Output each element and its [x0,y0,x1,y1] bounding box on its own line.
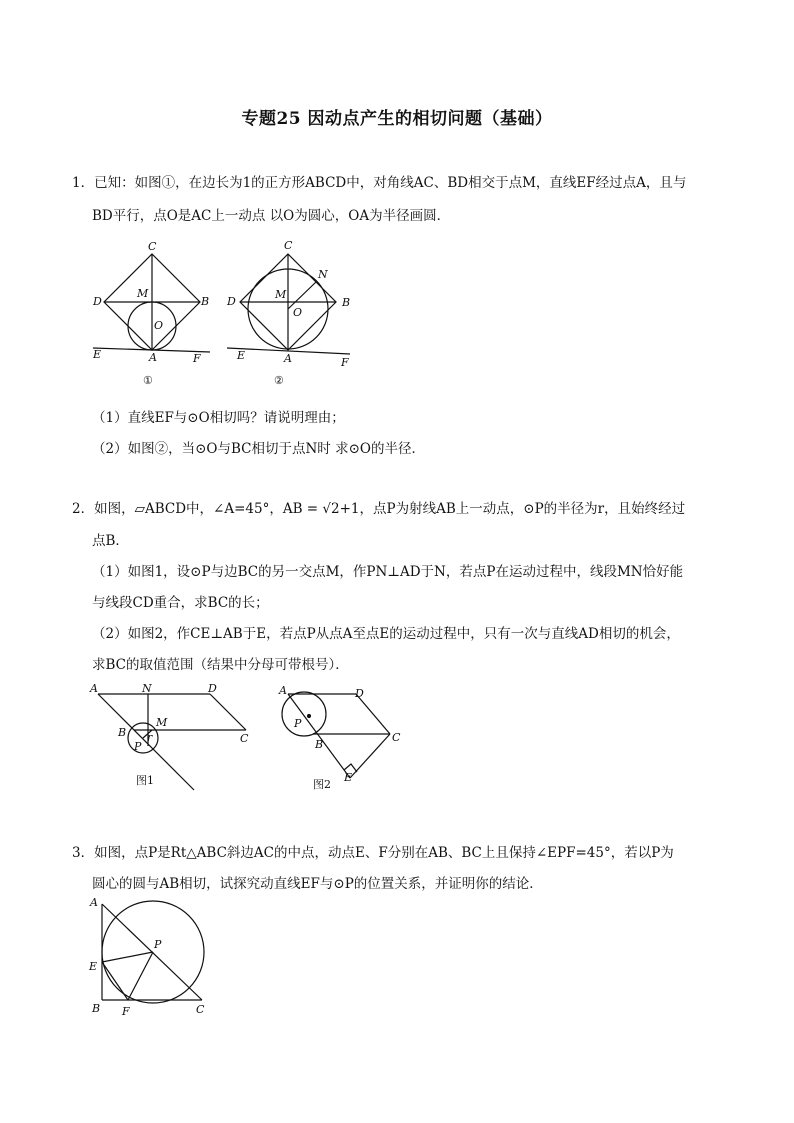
label-C: C [392,731,401,744]
label-N: N [318,268,328,281]
label-D: D [208,682,217,695]
q1-text-line2: BD平行，点O是AC上一动点 以O为圆心，OA为半径画圆． [92,208,451,224]
label-E: E [93,348,102,361]
q1-sub1: （1）直线EF与⊙O相切吗？请说明理由； [92,410,345,426]
label-F: F [193,352,201,365]
fig1-caption: ① [143,374,153,387]
label-N: N [142,682,152,695]
label-B: B [118,726,127,739]
label-A: A [90,682,98,695]
label-D: D [355,687,364,700]
label-B: B [201,295,210,308]
label-B: B [315,738,324,751]
q2-sub2-line2: 求BC的取值范围（结果中分母可带根号）． [92,657,349,673]
label-P: P [294,717,302,730]
label-r: r [147,731,153,744]
label-C: C [196,1003,205,1016]
label-P: P [154,938,162,951]
q1-text-line1: 1．已知：如图①，在边长为1的正方形ABCD中，对角线AC、BD相交于点M，直线EF经过点A，且与 [72,175,687,191]
label-C: C [284,239,293,252]
q1-figure-1 [85,236,225,396]
q2-figure-1 [86,678,266,793]
label-D: D [227,295,236,308]
label-A: A [279,684,287,697]
label-F: F [341,356,349,369]
label-D: D [93,295,102,308]
label-P: P [134,740,142,753]
q3-text-line1: 3．如图，点P是Rt△ABC斜边AC的中点，动点E、F分别在AB、BC上且保持∠EPF=45°，若以P为 [72,845,674,861]
label-M: M [137,287,149,300]
page-title: 专题25 因动点产生的相切问题（基础） [241,109,553,129]
label-F: F [122,1005,130,1018]
label-E: E [344,771,353,784]
q3-figure [86,896,216,1021]
label-B: B [342,296,351,309]
q2-sub1-line1: （1）如图1，设⊙P与边BC的另一交点M，作PN⊥AD于N，若点P在运动过程中，线段MN恰好能 [92,564,684,580]
label-M: M [275,288,287,301]
label-A: A [90,896,98,909]
label-C: C [240,732,249,745]
label-O: O [154,319,164,332]
fig2-1-caption: 图1 [136,774,154,787]
q2-text-line1: 2．如图，▱ABCD中，∠A=45°，AB = √2+1，点P为射线AB上一动点，⊙P的半径为r，且始终经过 [72,501,686,517]
fig2-caption: ② [274,374,284,387]
q1-figure-2 [222,236,362,396]
q2-figure-2 [276,678,416,793]
q3-text-line2: 圆心的圆与AB相切，试探究动直线EF与⊙P的位置关系，并证明你的结论． [92,876,543,892]
label-O: O [293,306,303,319]
label-E: E [237,349,246,362]
label-B: B [92,1002,101,1015]
q1-sub2: （2）如图②，当⊙O与BC相切于点N时 求⊙O的半径． [92,441,425,457]
q2-sub1-line2: 与线段CD重合，求BC的长； [92,595,269,611]
label-A: A [149,351,157,364]
label-C: C [148,240,157,253]
q2-text-line2: 点B． [92,533,129,549]
label-A: A [284,352,292,365]
fig2-2-caption: 图2 [313,778,331,791]
label-E: E [89,960,98,973]
q2-sub2-line1: （2）如图2，作CE⊥AB于E，若点P从点A至点E的运动过程中，只有一次与直线AD相切的机会， [92,626,680,642]
label-M: M [156,716,168,729]
